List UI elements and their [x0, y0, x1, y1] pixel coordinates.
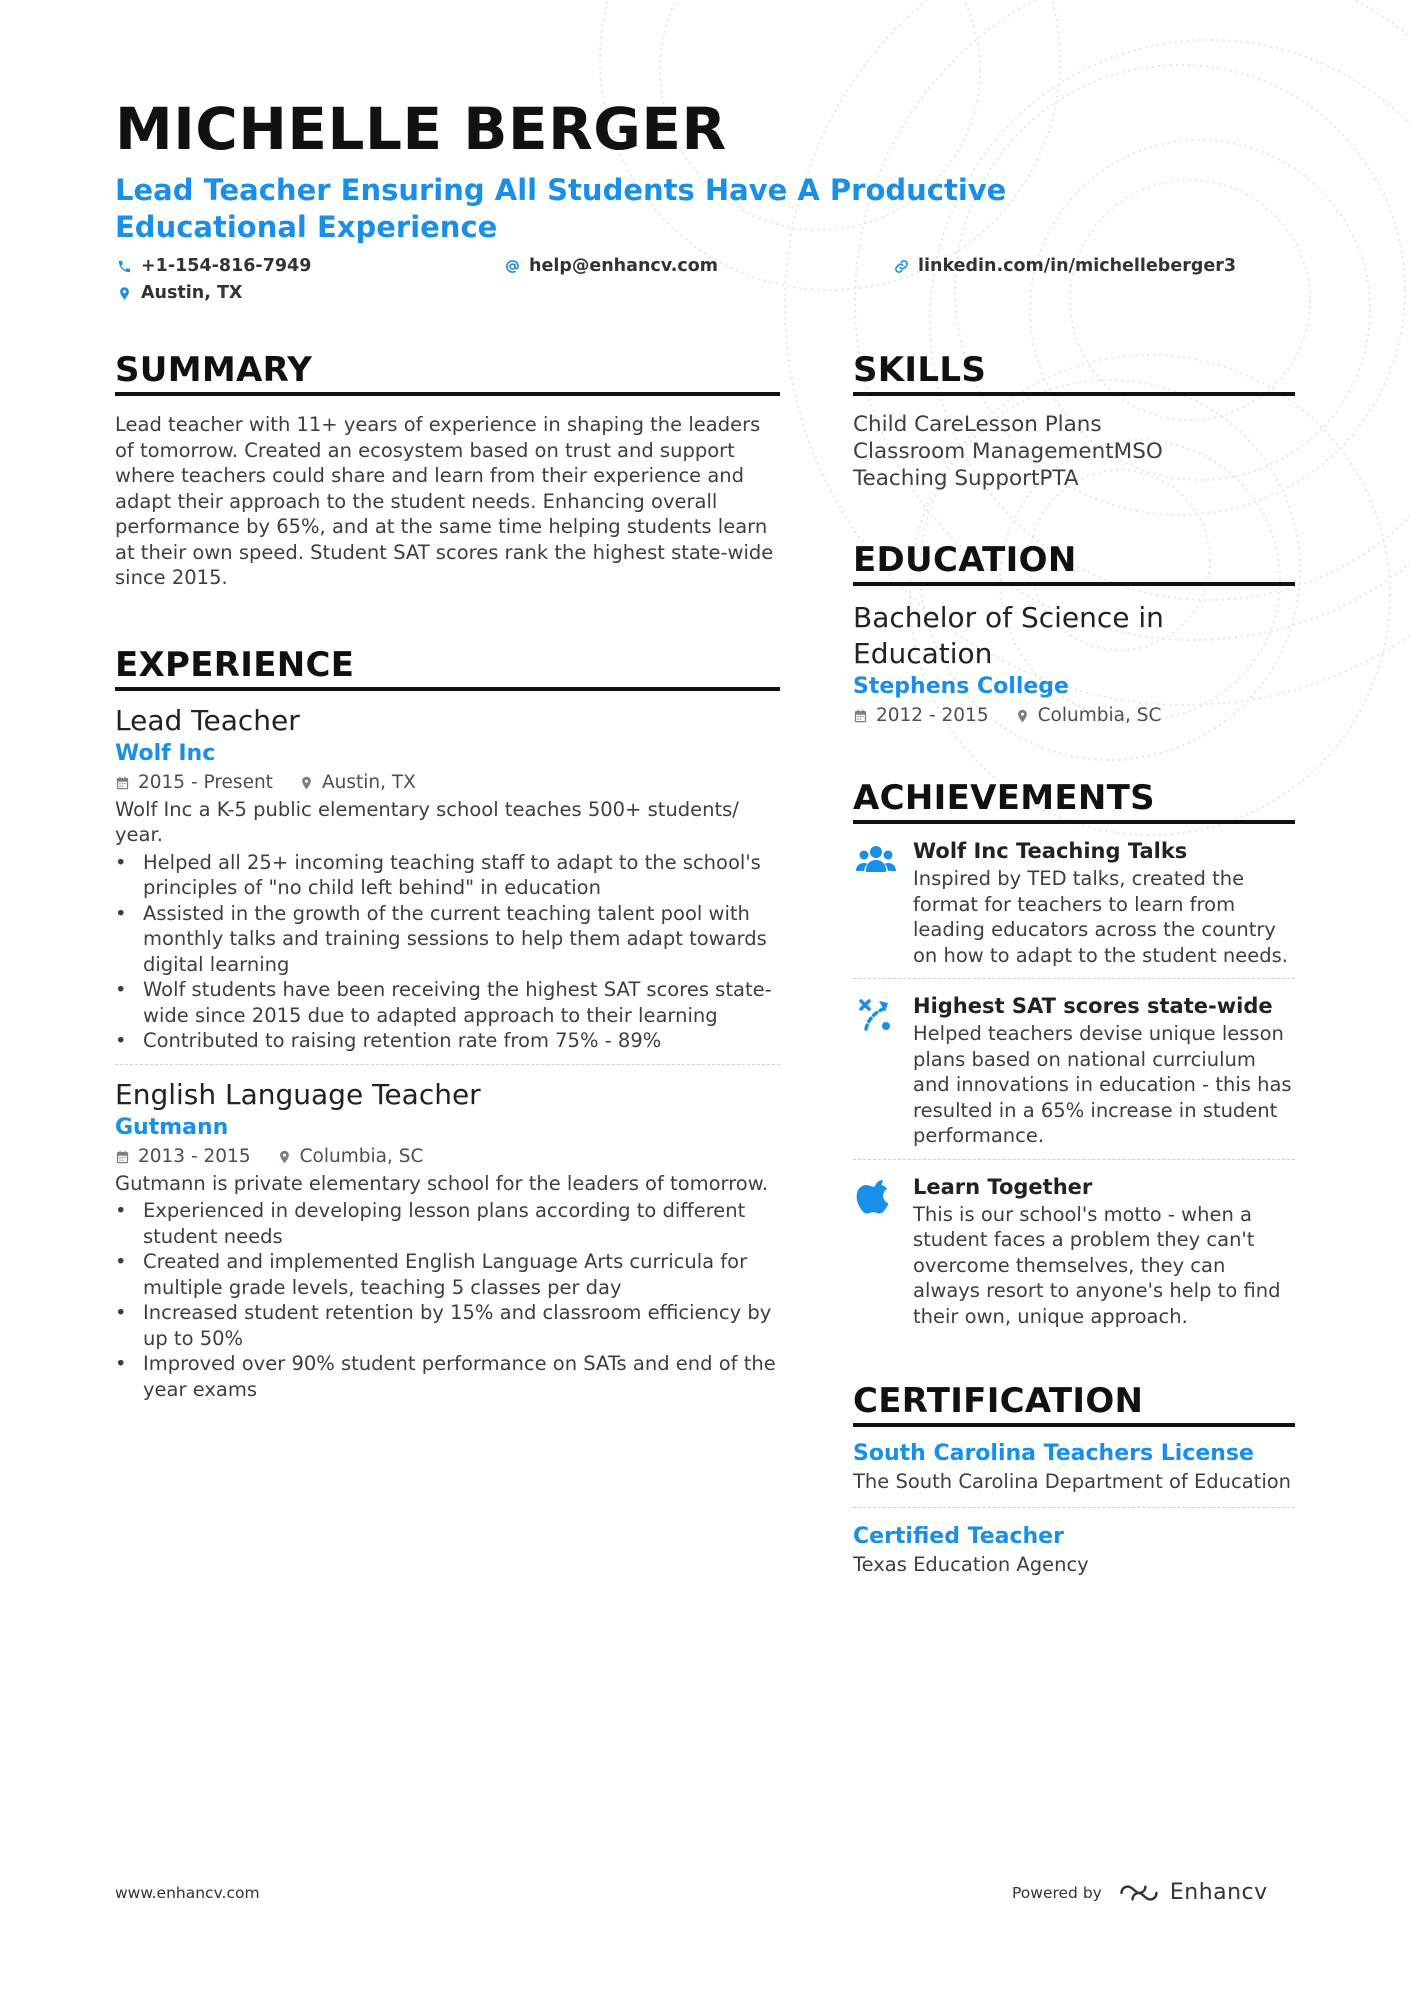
education-location-text: Columbia, SC — [1037, 705, 1162, 726]
experience-entry — [115, 703, 780, 1054]
skills-list — [853, 411, 1295, 492]
location-pin-icon — [277, 1149, 292, 1165]
achievement-body — [913, 1172, 1295, 1330]
achievement-item — [853, 1172, 1295, 1330]
job-bullets — [115, 1198, 780, 1402]
powered-by-label: Powered by — [1012, 1883, 1102, 1902]
achievements-section — [853, 778, 1295, 1329]
skills-line: Classroom ManagementMSO — [853, 439, 1163, 464]
education-school[interactable]: Stephens College — [853, 674, 1069, 699]
enhancv-logo-icon — [1116, 1881, 1162, 1905]
education-heading: EDUCATION — [853, 540, 1295, 586]
job-meta — [115, 769, 780, 797]
entry-divider — [853, 978, 1295, 979]
job-company[interactable]: Wolf Inc — [115, 740, 216, 766]
job-location — [299, 769, 416, 797]
phone-icon — [117, 259, 132, 274]
email-text: help@enhancv.com — [529, 256, 719, 276]
certification-section — [853, 1381, 1295, 1577]
achievement-icon-wrap — [853, 991, 899, 1149]
certification-issuer: Texas Education Agency — [853, 1552, 1089, 1576]
job-dates-text: 2015 - Present — [138, 771, 273, 793]
job-location — [277, 1143, 424, 1171]
link-icon — [894, 259, 909, 274]
at-icon — [505, 259, 520, 274]
achievement-description: Helped teachers devise unique lesson plans based on national currciulum and innovations in education - this has resulted in a 65% increase in student performance. — [913, 1022, 1292, 1147]
contact-phone[interactable] — [117, 256, 311, 276]
list-item: • Helped all 25+ incoming teaching staff to adapt to the school's principles of "no child left behind" in education — [115, 850, 780, 901]
skills-heading: SKILLS — [853, 350, 1295, 396]
list-item: • Improved over 90% student performance on SATs and end of the year exams — [115, 1351, 780, 1402]
location-pin-icon — [117, 286, 132, 301]
job-dates — [115, 769, 273, 797]
contact-linkedin[interactable] — [894, 256, 1236, 276]
certification-title[interactable]: Certified Teacher — [853, 1523, 1064, 1549]
job-description: Wolf Inc a K-5 public elementary school teaches 500+ students/ year. — [115, 797, 739, 846]
calendar-icon — [115, 1149, 130, 1165]
linkedin-text: linkedin.com/in/michelleberger3 — [918, 256, 1237, 276]
left-column — [115, 350, 780, 1402]
achievement-title: Wolf Inc Teaching Talks — [913, 839, 1188, 863]
summary-heading: SUMMARY — [115, 350, 780, 396]
education-meta — [853, 702, 1295, 730]
achievement-body — [913, 991, 1295, 1149]
job-meta — [115, 1143, 780, 1171]
list-item: • Assisted in the growth of the current teaching talent pool with monthly talks and training sessions to help them adapt towards digital learning — [115, 901, 780, 978]
location-pin-icon — [299, 775, 314, 791]
candidate-name: MICHELLE BERGER — [115, 95, 727, 163]
list-item: • Increased student retention by 15% and classroom efficiency by up to 50% — [115, 1300, 780, 1351]
phone-text: +1-154-816-7949 — [141, 256, 312, 276]
users-icon — [856, 840, 896, 880]
list-item: • Created and implemented English Language Arts curricula for multiple grade levels, teaching 5 classes per day — [115, 1249, 780, 1300]
footer-powered-by[interactable] — [1012, 1880, 1268, 1905]
education-degree: Bachelor of Science in Education — [853, 601, 1164, 670]
list-item: • Wolf students have been receiving the highest SAT scores state-wide since 2015 due to adapted approach to their learning — [115, 977, 780, 1028]
achievements-heading: ACHIEVEMENTS — [853, 778, 1295, 824]
footer-url[interactable]: www.enhancv.com — [115, 1884, 260, 1902]
job-location-text: Columbia, SC — [299, 1145, 424, 1167]
certification-item — [853, 1522, 1295, 1578]
education-location — [1015, 702, 1162, 730]
skills-line: Child CareLesson Plans — [853, 412, 1102, 437]
skills-line: Teaching SupportPTA — [853, 466, 1079, 491]
education-dates-text: 2012 - 2015 — [876, 705, 989, 726]
summary-text: Lead teacher with 11+ years of experience in shaping the leaders of tomorrow. Created an ecosystem based on trust and support where teachers could share and learn from their experience and adapt their approach to the student needs. Enhancing overall performance by 65%, and at the same time helping students learn at their own speed. Student SAT scores rank the highest state-wide since 2015. — [115, 413, 774, 589]
enhancv-logo — [1116, 1880, 1268, 1905]
job-role: Lead Teacher — [115, 703, 300, 737]
achievement-title: Learn Together — [913, 1174, 1093, 1199]
job-location-text: Austin, TX — [321, 771, 416, 793]
achievement-icon-wrap — [853, 836, 899, 968]
certification-heading: CERTIFICATION — [853, 1381, 1295, 1427]
certification-title[interactable]: South Carolina Teachers License — [853, 1441, 1254, 1466]
achievement-description: Inspired by TED talks, created the format for teachers to learn from leading educators across the country on how to adapt to the student needs. — [913, 867, 1289, 967]
location-text: Austin, TX — [141, 283, 243, 303]
calendar-icon — [115, 775, 130, 791]
list-item: • Contributed to raising retention rate from 75% - 89% — [115, 1028, 780, 1054]
entry-divider — [115, 1064, 780, 1065]
job-bullets — [115, 850, 780, 1054]
job-company[interactable]: Gutmann — [115, 1114, 229, 1140]
education-section — [853, 540, 1295, 730]
experience-section — [115, 645, 780, 1403]
calendar-icon — [853, 708, 868, 724]
certification-issuer: The South Carolina Department of Education — [853, 1470, 1292, 1493]
strategy-icon — [856, 995, 896, 1035]
certification-item — [853, 1439, 1295, 1495]
job-dates-text: 2013 - 2015 — [138, 1145, 251, 1167]
right-column — [853, 350, 1295, 1577]
achievement-item — [853, 836, 1295, 968]
job-dates — [115, 1143, 251, 1171]
summary-section — [115, 350, 780, 591]
entry-divider — [853, 1507, 1295, 1508]
apple-icon — [856, 1176, 896, 1216]
achievement-title: Highest SAT scores state-wide — [913, 994, 1273, 1018]
experience-entry — [115, 1077, 780, 1403]
achievement-description: This is our school's motto - when a student faces a problem they can't overcome themselves, they can always resort to anyone's help to find their own, unique approach. — [913, 1202, 1281, 1328]
contact-location — [117, 283, 242, 303]
experience-heading: EXPERIENCE — [115, 645, 780, 691]
enhancv-brand-text: Enhancv — [1169, 1880, 1268, 1905]
education-dates — [853, 702, 989, 730]
candidate-headline: Lead Teacher Ensuring All Students Have A Productive Educational Experience — [115, 173, 1007, 244]
location-pin-icon — [1015, 708, 1030, 724]
list-item: • Experienced in developing lesson plans according to different student needs — [115, 1198, 780, 1249]
skills-section — [853, 350, 1295, 492]
achievement-item — [853, 991, 1295, 1149]
achievement-body — [913, 836, 1295, 968]
contact-email[interactable] — [505, 256, 718, 276]
entry-divider — [853, 1159, 1295, 1160]
job-description: Gutmann is private elementary school for the leaders of tomorrow. — [115, 1171, 769, 1195]
job-role: English Language Teacher — [115, 1077, 481, 1111]
achievement-icon-wrap — [853, 1172, 899, 1330]
